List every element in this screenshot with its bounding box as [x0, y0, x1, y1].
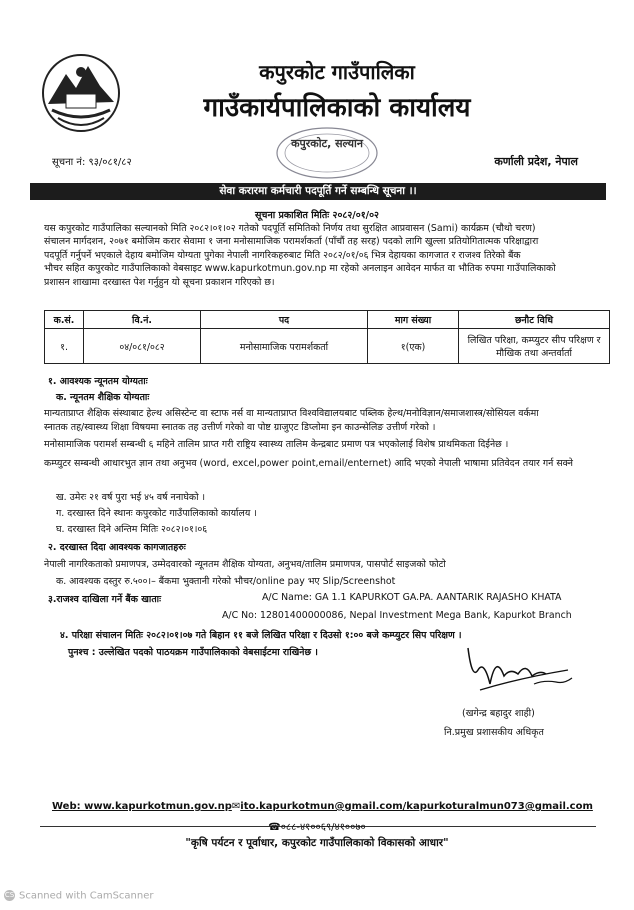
- signatory-title: नि.प्रमुख प्रशासकीय अधिकृत: [444, 727, 544, 738]
- table-cell: १(एक): [368, 329, 459, 364]
- body-line: भौचर सहित कपुरकोट गाउँपालिकाको वेबसाइट www.kapurkotmun.gov.np मा रहेको अनलाइन आवेदन मार्फत वा भौतिक रुपमा गाउँपालिकाको: [44, 263, 556, 275]
- office-stamp: [272, 125, 382, 181]
- qualification-title: १. आवश्यक न्यूनतम योग्यताः: [48, 376, 148, 387]
- education-line: मान्यताप्राप्त शैक्षिक संस्थाबाट हेल्थ असिस्टेन्ट वा स्टाफ नर्स वा मान्यताप्राप्त विश्वविद्यालयबाट पब्लिक हेल्थ/मनोविज्ञान/समाजशास्त्र/सोसियल वर्कमा: [44, 408, 539, 419]
- table-cell: ०४/०८१/०८२: [84, 329, 201, 364]
- syllabus-note: पुनश्च : उल्लेखित पदको पाठयक्रम गाउँपालिकाको वेबसाईटमा राखिनेछ ।: [68, 647, 318, 658]
- column-header: क.सं.: [45, 311, 84, 329]
- reference-number: सूचना नं: ९३/०८१/८२: [52, 157, 132, 168]
- body-line: पदपूर्ति गर्नुपर्ने भएकाले देहाय बमोजिम योग्यता पुगेका नेपाली नागरिकहरुबाट मिति २०८२/०१/०६ भित्र देहायका कागजात र राजश्व तिरेको बैंक: [44, 249, 521, 261]
- province-label: कर्णाली प्रदेश, नेपाल: [494, 155, 578, 168]
- column-header: वि.नं.: [84, 311, 201, 329]
- notice-title-banner: सेवा करारमा कर्मचारी पदपूर्ति गर्ने सम्बन्धि सूचना ।।: [30, 183, 606, 200]
- deadline-line: घ. दरखास्त दिने अन्तिम मितिः २०८२।०१।०६: [56, 524, 208, 535]
- footer-motto: "कृषि पर्यटन र पूर्वाधार, कपुरकोट गाउँपालिकाको विकासको आधार": [185, 837, 449, 849]
- body-line: यस कपुरकोट गाउँपालिका सल्यानको मिति २०८२।०१।०२ गतेको पदपूर्ति समितिको निर्णय तथा सुरक्षित आप्रवासन (Sami) कार्यक्रम (चौथो चरण): [44, 223, 536, 234]
- education-subtitle: क. न्यूनतम शैक्षिक योग्यताः: [56, 392, 150, 403]
- signature-image: [460, 640, 580, 700]
- website-link[interactable]: Web: www.kapurkotmun.gov.np: [52, 801, 232, 812]
- published-date: सूचना प्रकाशित मितिः २०८२/०१/०२: [254, 210, 379, 221]
- table-cell: मनोसामाजिक परामर्शकर्ता: [201, 329, 368, 364]
- camscanner-icon: CS: [4, 891, 15, 899]
- stamp-text: कपुरकोट, सल्यान: [291, 137, 363, 150]
- camscanner-watermark: [4, 890, 154, 902]
- column-header: छनौट विधि: [459, 311, 610, 329]
- signatory-name: (खगेन्द्र बहादुर शाही): [462, 708, 535, 719]
- exam-date-line: ४. परिक्षा संचालन मितिः २०८२।०१।०७ गते बिहान ११ बजे लिखित परिक्षा र दिउसो १:०० बजे कम्प्युटर सिप परिक्षण ।: [60, 630, 462, 641]
- table-row: [45, 329, 610, 364]
- body-line: प्रशासन शाखामा दरखास्त पेश गर्नुहुन यो सूचना प्रकाशन गरिएको छ।: [44, 276, 275, 288]
- documents-title: २. दरखास्त दिदा आवश्यक कागजातहरुः: [48, 542, 186, 553]
- documents-list: नेपाली नागरिकताको प्रमाणपत्र, उम्मेदवारको न्यूनतम शैक्षिक योग्यता, अनुभव/तालिम प्रमाणपत्र, पासपोर्ट साइजको फोटो: [44, 559, 446, 570]
- table-cell: लिखित परिक्षा, कम्प्युटर सीप परिक्षण र मौखिक तथा अन्तर्वार्ता: [459, 329, 610, 364]
- municipality-name: कपुरकोट गाउँपालिका: [259, 60, 415, 84]
- training-line: मनोसामाजिक परामर्श सम्बन्धी ६ महिने तालिम प्राप्त गरी राष्ट्रिय स्वास्थ्य तालिम केन्द्रबाट प्रमाण पत्र भएकोलाई विशेष प्राथमिकता दिईनेछ ।: [44, 439, 509, 450]
- computer-skill-line: कम्प्युटर सम्बन्धी आधारभुत ज्ञान तथा अनुभव (word, excel,power point,email/enternet) आदि भएको नेपाली भाषामा प्रतिवेदन तयार गर्न सक्ने: [44, 458, 574, 469]
- bank-account-name: A/C Name: GA 1.1 KAPURKOT GA.PA. AANTARIK RAJASHO KHATA: [262, 592, 562, 603]
- column-header: माग संख्या: [368, 311, 459, 329]
- footer-web: [52, 801, 593, 812]
- office-name: गाउँकार्यपालिकाको कार्यालय: [203, 93, 471, 123]
- email-separator-icon: ✉: [231, 801, 241, 812]
- column-header: पद: [201, 311, 368, 329]
- vacancy-table: [44, 310, 610, 364]
- notice-body: [44, 222, 612, 289]
- education-line: स्नातक तह/स्वास्थ्य शिक्षा विषयमा स्नातक तह उत्तीर्ण गरेको वा पोष्ट ग्राजुएट डिप्लोमा इन काउन्सेलिङ उत्तीर्ण गरेको ।: [44, 422, 436, 433]
- email-links[interactable]: ito.kapurkotmun@gmail.com/kapurkoturalmun073@gmail.com: [240, 801, 593, 812]
- age-line: ख. उमेरः २१ वर्ष पुरा भई ४५ वर्ष ननाघेको ।: [56, 492, 206, 503]
- body-line: संचालन मार्गदशन, २०७१ बमोजिम करार सेवामा १ जना मनोसामाजिक परामर्शकर्ता (पाँचौं तह सरह) पदको लागि खुल्ला प्रतियोगितात्मक परिक्षाद्वारा: [44, 236, 539, 248]
- table-header-row: [45, 311, 610, 329]
- bank-account-number: A/C No: 12801400000086, Nepal Investment Mega Bank, Kapurkot Branch: [222, 610, 572, 621]
- camscanner-text: Scanned with CamScanner: [19, 890, 154, 902]
- bank-label: ३.राजश्व दाखिला गर्ने बैंक खाताः: [48, 594, 161, 605]
- footer-phone: ☎०८८-४१००६९/४१००७०: [268, 822, 366, 833]
- fee-line: क. आवश्यक दस्तुर रु.५००।– बैंकमा भुक्तानी गरेको भौचर/online pay भए Slip/Screenshot: [56, 576, 396, 587]
- table-cell: १.: [45, 329, 84, 364]
- application-place-line: ग. दरखास्त दिने स्थानः कपुरकोट गाउँपालिकाको कार्यालय ।: [56, 508, 257, 519]
